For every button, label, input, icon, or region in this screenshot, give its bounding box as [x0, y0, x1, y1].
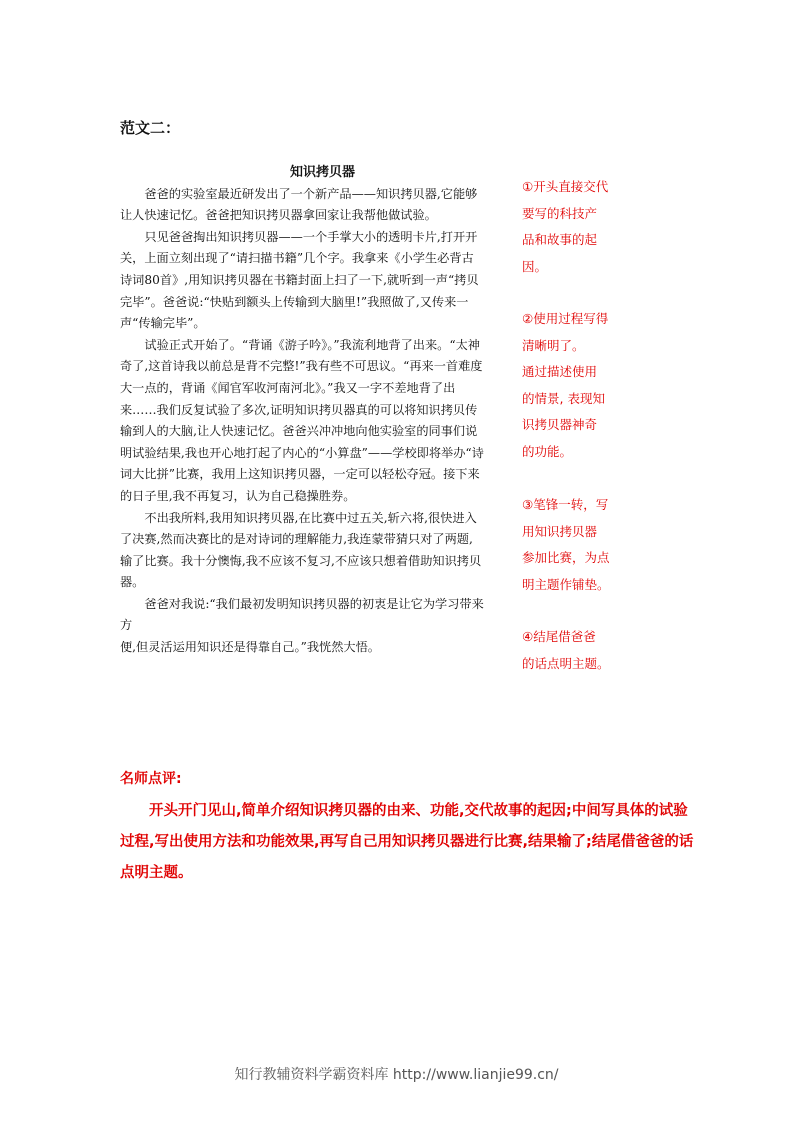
- section-title: 范文二：: [120, 119, 181, 137]
- annotation-line: 的情景, 表现知: [522, 390, 605, 406]
- annotation-line: 清晰明了。: [522, 337, 585, 353]
- annotation-line: ④结尾借爸爸: [522, 629, 596, 644]
- essay-paragraph: 只见爸爸掏出知识拷贝器——一个手掌大小的透明卡片,打开开关，上面立刻出现了“请扫描书籍”几个字。我拿来《小学生必背古诗词80首》,用知识拷贝器在书籍封面上扫了一下,就听到一声“拷贝完毕”。爸爸说:“快贴到额头上传输到大脑里!”我照做了,又传来一声“传输完毕”。: [120, 229, 479, 331]
- annotation-line: 通过描述使用: [522, 364, 598, 379]
- teacher-comment: [120, 768, 695, 889]
- comment-heading: 名师点评:: [120, 771, 182, 787]
- essay-paragraph: 试验正式开始了。“背诵《游子吟》。”我流利地背了出来。“太神奇了,这首诗我以前总是背不完整!”我有些不可思议。“再来一首难度大一点的，背诵《闻官军收河南河北》。”我又一字不差地背了出来……我们反复试验了多次,证明知识拷贝器真的可以将知识拷贝传输到人的大脑,让人快速记忆。爸爸兴冲冲地向他实验室的同事们说明试验结果,我也开心地打起了内心的“小算盘”——学校即将举办“诗词大比拼”比赛，我用上这知识拷贝器，一定可以轻松夺冠。接下来的日子里,我不再复习，认为自己稳操胜券。: [120, 337, 484, 503]
- annotation-3: [522, 492, 610, 598]
- annotation-line: 的功能。: [522, 443, 573, 459]
- comment-body: 开头开门见山,简单介绍知识拷贝器的由来、功能,交代故事的起因;中间写具体的试验过程,写出使用方法和功能效果,再写自己用知识拷贝器进行比赛,结果输了;结尾借爸爸的话点明主题。: [120, 803, 694, 881]
- annotation-2: [522, 306, 608, 465]
- annotation-line: 明主题作铺垫。: [522, 576, 610, 592]
- annotation-line: 识拷贝器神奇: [522, 417, 598, 432]
- annotation-line: ②使用过程写得: [522, 311, 609, 326]
- annotation-4: [522, 624, 610, 677]
- essay-paragraph-last-line: 便,但灵活运用知识还是得靠自己。”我恍然大悟。: [120, 640, 380, 655]
- essay-title: 知识拷贝器: [289, 165, 355, 180]
- annotation-line: 要写的科技产: [522, 205, 598, 221]
- annotation-line: ③笔锋一转，写: [522, 497, 609, 512]
- annotation-line: 用知识拷贝器: [522, 523, 598, 539]
- essay: [120, 162, 485, 659]
- essay-paragraph: 不出我所料,我用知识拷贝器,在比赛中过五关,斩六将,很快进入了决赛,然而决赛比的是对诗词的理解能力,我连蒙带猜只对了两题,输了比赛。我十分懊悔,我不应该不复习,不应该只想着借助知识拷贝器。: [120, 510, 482, 590]
- annotation-1: [522, 174, 608, 280]
- essay-paragraph: 爸爸的实验室最近研发出了一个新产品——知识拷贝器,它能够让人快速记忆。爸爸把知识拷贝器拿回家让我帮他做试验。: [120, 186, 478, 223]
- essay-paragraph-last: 爸爸对我说:“我们最初发明知识拷贝器的初衷是让它为学习带来方: [120, 596, 484, 633]
- annotation-line: 参加比赛，为点: [522, 550, 610, 565]
- annotation-line: 品和故事的起: [522, 232, 598, 247]
- annotation-line: 的话点明主题。: [522, 655, 610, 671]
- annotation-line: 因。: [522, 258, 548, 274]
- footer-watermark: 知行教辅资料学霸资料库 http://www.lianjie99.cn/: [234, 1067, 559, 1083]
- annotation-line: ①开头直接交代: [522, 179, 609, 194]
